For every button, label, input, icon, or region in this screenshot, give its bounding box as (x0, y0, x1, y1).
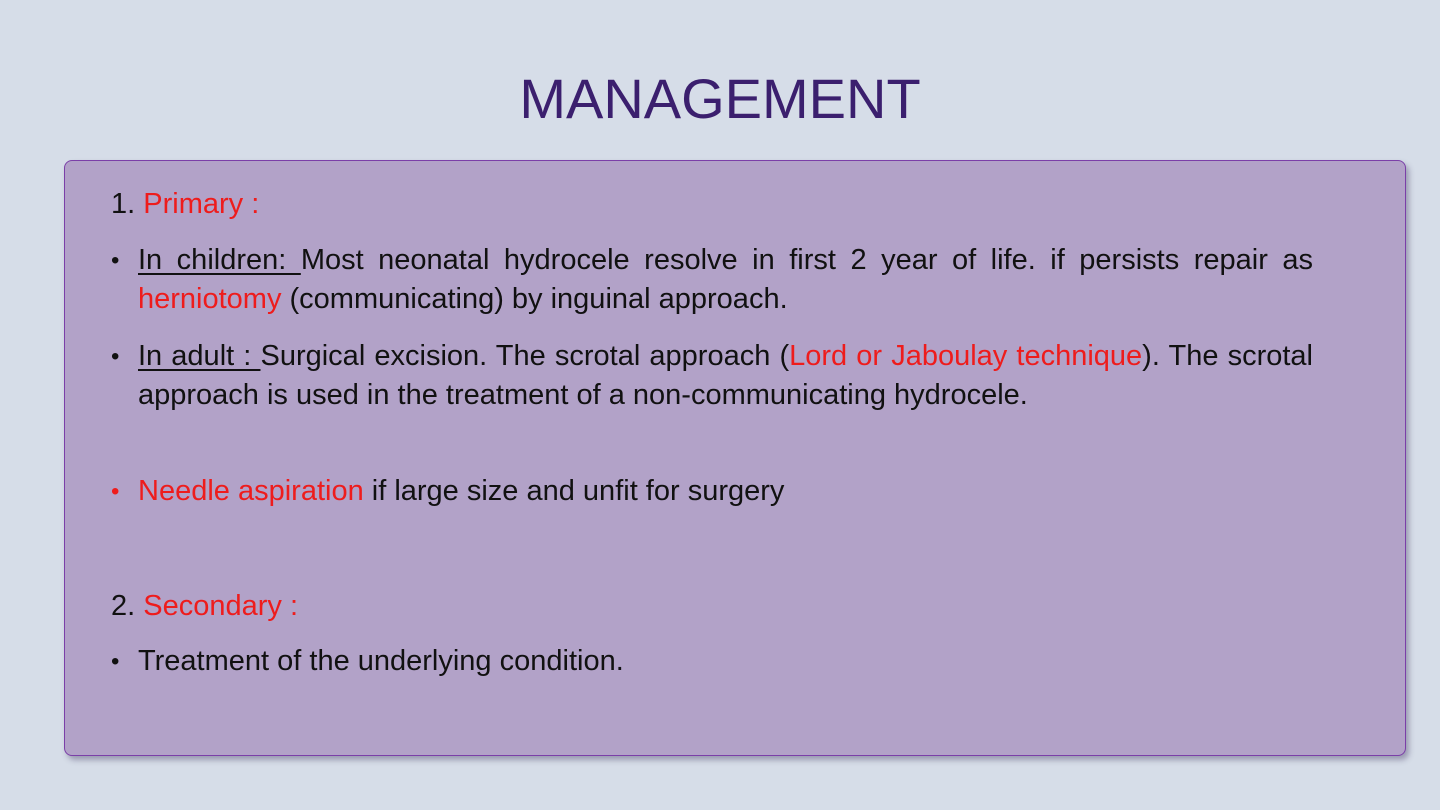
bullet-dot-red-icon: • (111, 478, 120, 505)
bullet-adult-label: In adult : (138, 340, 261, 372)
bullet-children-label: In children: (138, 244, 301, 276)
bullet-needle-text (138, 472, 1313, 511)
slide-title: MANAGEMENT (519, 67, 921, 130)
bullet-treatment-text: Treatment of the underlying condition. (138, 645, 624, 677)
bullet-children (111, 241, 1313, 319)
secondary-heading (111, 587, 298, 625)
bullet-dot-icon: • (111, 343, 120, 370)
bullet-adult-highlight: Lord or Jaboulay technique (789, 340, 1143, 372)
bullet-needle-rest: if large size and unfit for surgery (363, 475, 785, 507)
bullet-adult (111, 337, 1313, 415)
secondary-label: Secondary : (143, 590, 299, 622)
bullet-children-text1: Most neonatal hydrocele resolve in first 2 year of life. if persists repair as (300, 244, 1313, 276)
primary-heading (111, 185, 259, 223)
bullet-children-text (138, 241, 1313, 319)
bullet-dot-icon: • (111, 247, 120, 274)
bullet-children-highlight: herniotomy (138, 283, 282, 315)
bullet-children-text2: (communicating) by inguinal approach. (281, 283, 788, 315)
primary-number: 1. (111, 188, 136, 220)
bullet-dot-icon: • (111, 648, 120, 675)
bullet-adult-text (138, 337, 1313, 415)
bullet-adult-text1: Surgical excision. The scrotal approach ( (260, 340, 790, 372)
bullet-treatment (111, 642, 1313, 681)
primary-label: Primary : (143, 188, 260, 220)
bullet-needle-highlight: Needle aspiration (138, 475, 364, 507)
bullet-adult-text2: ). The scrotal approach is used in the treatment of a non-communicating hydrocele. (138, 340, 1313, 411)
secondary-number: 2. (111, 590, 136, 622)
content-box (64, 160, 1406, 756)
bullet-needle (111, 472, 1313, 511)
